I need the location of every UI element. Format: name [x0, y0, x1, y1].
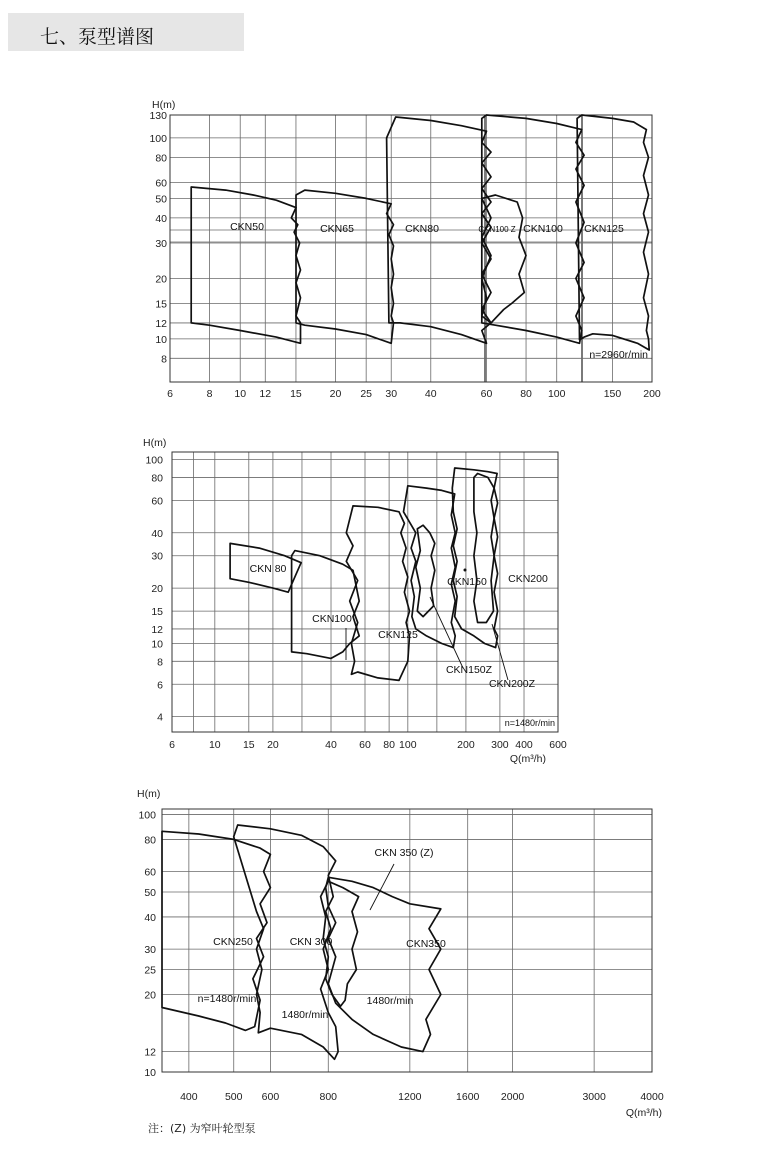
- x-tick-label: 800: [319, 1091, 338, 1103]
- x-tick-label: 10: [234, 388, 247, 400]
- series-label: CKN125: [584, 223, 624, 235]
- x-tick-label: 3000: [582, 1091, 606, 1103]
- chart-1: [149, 99, 660, 400]
- x-tick-label: 30: [385, 388, 398, 400]
- x-tick-label: 2000: [500, 1091, 525, 1103]
- y-tick-label: 80: [151, 472, 163, 485]
- speed-note: n=1480r/min: [197, 993, 257, 1005]
- y-tick-label: 8: [161, 353, 167, 366]
- speed-note: n=2960r/min: [589, 349, 648, 361]
- marker-dot: [464, 569, 467, 572]
- chart-3: [137, 788, 664, 1119]
- x-tick-label: 10: [208, 739, 221, 751]
- x-axis-title: Q(m³/h): [509, 753, 546, 765]
- curve-ckn150z: [416, 525, 435, 616]
- series-label: CKN100: [312, 613, 352, 625]
- y-axis-title: H(m): [152, 99, 176, 111]
- y-axis-title: H(m): [143, 437, 167, 449]
- y-tick-label: 130: [149, 110, 167, 122]
- x-tick-label: 80: [383, 739, 395, 751]
- x-tick-label: 6: [169, 739, 175, 751]
- y-tick-label: 6: [157, 679, 163, 692]
- y-tick-label: 100: [149, 132, 167, 145]
- x-tick-label: 400: [180, 1091, 198, 1103]
- y-tick-label: 10: [144, 1067, 156, 1079]
- y-tick-label: 8: [157, 656, 163, 669]
- y-tick-label: 20: [144, 989, 156, 1002]
- y-tick-label: 40: [144, 911, 156, 924]
- x-tick-label: 600: [261, 1091, 280, 1103]
- curve-ckn150: [404, 486, 456, 648]
- speed-note: 1480r/min: [366, 995, 414, 1007]
- x-tick-label: 200: [457, 739, 475, 751]
- y-tick-label: 15: [151, 606, 163, 619]
- speed-note: 1480r/min: [281, 1009, 329, 1021]
- series-label: CKN 350 (Z): [374, 847, 434, 859]
- y-tick-label: 100: [145, 454, 163, 467]
- x-tick-label: 1600: [456, 1091, 480, 1103]
- curve-ckn50: [191, 187, 300, 343]
- y-tick-label: 50: [144, 886, 156, 899]
- series-label: CKN200: [508, 573, 548, 585]
- y-tick-label: 12: [155, 317, 167, 330]
- x-tick-label: 6: [167, 388, 173, 400]
- x-tick-label: 8: [206, 388, 213, 400]
- x-tick-label: 15: [242, 739, 255, 751]
- x-tick-label: 100: [399, 739, 417, 751]
- series-label: CKN 300: [289, 936, 333, 948]
- y-tick-label: 30: [155, 237, 167, 250]
- y-tick-label: 60: [144, 866, 156, 879]
- series-label: CKN250: [213, 936, 253, 948]
- series-label: CKN125: [378, 629, 418, 641]
- series-label: CKN80: [405, 223, 439, 235]
- y-tick-label: 10: [151, 638, 163, 651]
- x-tick-label: 200: [643, 388, 661, 400]
- x-tick-label: 15: [290, 388, 302, 400]
- curve-ckn65: [296, 190, 394, 343]
- x-tick-label: 12: [259, 388, 272, 400]
- x-tick-label: 600: [549, 739, 567, 751]
- x-tick-label: 60: [480, 388, 493, 400]
- y-tick-label: 80: [155, 152, 167, 165]
- x-tick-label: 100: [547, 388, 566, 400]
- y-tick-label: 4: [157, 711, 163, 724]
- y-tick-label: 80: [144, 834, 156, 847]
- curve-ckn200z: [474, 474, 494, 623]
- y-tick-label: 60: [151, 495, 163, 508]
- series-label: CKN150Z: [445, 664, 493, 676]
- x-tick-label: 20: [329, 388, 342, 400]
- curve-ckn350: [326, 877, 441, 1051]
- y-tick-label: 12: [151, 623, 163, 636]
- y-tick-label: 10: [155, 333, 167, 346]
- footnote: 注：(Z) 为窄叶轮型泵: [148, 1122, 256, 1135]
- x-tick-label: 40: [325, 739, 337, 751]
- x-tick-label: 150: [603, 388, 622, 400]
- series-label: CKN200Z: [488, 678, 536, 690]
- section-title: 七、泵型谱图: [40, 26, 155, 48]
- series-label: CKN100 Z: [478, 225, 516, 234]
- y-tick-label: 30: [144, 944, 156, 957]
- x-tick-label: 80: [520, 388, 532, 400]
- series-label: CKN50: [230, 221, 264, 233]
- x-tick-label: 25: [360, 388, 373, 400]
- y-tick-label: 30: [151, 550, 163, 563]
- y-tick-label: 20: [151, 583, 163, 596]
- x-tick-label: 300: [491, 739, 509, 751]
- x-tick-label: 4000: [640, 1091, 664, 1103]
- series-label: CKN150: [447, 576, 487, 588]
- leader-line: [430, 597, 463, 668]
- chart-2: [143, 437, 567, 765]
- x-tick-label: 1200: [398, 1091, 422, 1103]
- chart-2-grid: [172, 452, 558, 732]
- y-tick-label: 40: [151, 527, 163, 540]
- speed-note: n=1480r/min: [504, 718, 555, 728]
- x-tick-label: 500: [224, 1091, 243, 1103]
- y-tick-label: 12: [144, 1046, 156, 1059]
- y-tick-label: 25: [144, 964, 156, 977]
- y-tick-label: 100: [138, 809, 156, 822]
- y-tick-label: 15: [155, 298, 167, 311]
- series-label: CKN100: [523, 223, 563, 235]
- x-tick-label: 40: [424, 388, 437, 400]
- x-tick-label: 60: [359, 739, 371, 751]
- series-label: CKN 80: [249, 563, 287, 575]
- curve-ckn125: [346, 506, 409, 681]
- series-label: CKN65: [320, 223, 354, 235]
- y-tick-label: 60: [155, 177, 167, 190]
- series-label: CKN350: [406, 938, 446, 950]
- y-tick-label: 40: [155, 212, 167, 225]
- y-axis-title: H(m): [137, 788, 161, 800]
- y-tick-label: 50: [155, 193, 167, 206]
- x-axis-title: Q(m³/h): [625, 1107, 662, 1119]
- x-tick-label: 20: [267, 739, 279, 751]
- y-tick-label: 20: [155, 273, 167, 286]
- x-tick-label: 400: [515, 739, 533, 751]
